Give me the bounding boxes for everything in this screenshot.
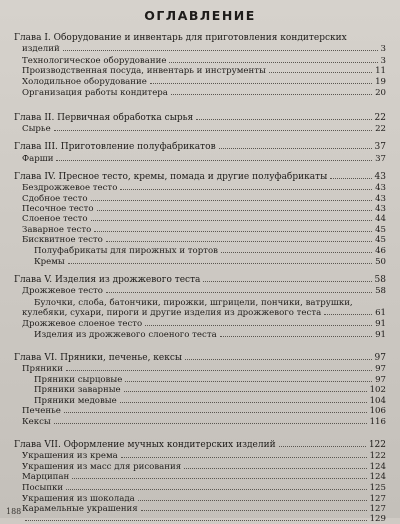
toc-entry <box>22 504 386 514</box>
entry-page-number: 22 <box>375 124 386 134</box>
toc-entry <box>22 514 386 524</box>
dot-leader <box>91 200 373 201</box>
entry-page-number: 102 <box>369 385 386 395</box>
entry-title: Технологическое оборудование <box>22 56 167 66</box>
dot-leader <box>145 325 372 326</box>
entry-title: Пряники <box>22 364 63 374</box>
entry-page-number: 37 <box>375 154 386 164</box>
entry-page-number: 116 <box>369 417 386 427</box>
toc-entry <box>22 183 386 193</box>
dot-leader <box>106 241 372 242</box>
dot-leader <box>125 381 372 382</box>
dot-leader <box>330 178 371 179</box>
toc-entry <box>22 483 386 493</box>
entry-title: Сдобное тесто <box>22 194 88 204</box>
dot-leader <box>25 520 367 521</box>
chapter-heading <box>14 172 386 182</box>
entry-title: Булочки, слоба, батончики, пирожки, шгрицели, пончики, ватрушки, <box>34 298 353 308</box>
entry-page-number: 97 <box>374 353 386 363</box>
dot-leader <box>124 391 367 392</box>
toc-entry <box>22 77 386 87</box>
dot-leader <box>63 50 378 51</box>
dot-leader <box>97 210 373 211</box>
entry-title: Глава I. Оборудование и инвентарь для приготовления кондитерских <box>14 33 347 43</box>
entry-page-number: 3 <box>380 56 386 66</box>
dot-leader <box>64 412 367 413</box>
toc-entry <box>22 124 386 134</box>
entry-title: Глава II. Первичная обработка сырья <box>14 113 194 123</box>
entry-page-number: 97 <box>375 364 386 374</box>
entry-page-number: 61 <box>375 308 386 318</box>
entry-page-number: 43 <box>375 183 386 193</box>
entry-page-number: 124 <box>369 472 386 482</box>
entry-title: Слоеное тесто <box>22 214 88 224</box>
dot-leader <box>72 478 366 479</box>
entry-title: Пряники сырцовые <box>34 375 123 385</box>
dot-leader <box>150 83 372 84</box>
toc-entry <box>22 494 386 504</box>
dot-leader <box>203 281 371 282</box>
entry-title: Дрожжевое тесто <box>22 286 103 296</box>
entry-page-number: 3 <box>380 44 386 54</box>
chapter-heading <box>14 33 386 43</box>
toc-entry <box>22 66 386 76</box>
entry-title: Пряники заварные <box>34 385 121 395</box>
chapter-heading <box>14 353 386 363</box>
entry-title: Дрожжевое слоеное тесто <box>22 319 143 329</box>
entry-page-number: 91 <box>375 330 386 340</box>
dot-leader <box>54 423 367 424</box>
toc-entry <box>22 214 386 224</box>
toc-entry <box>22 406 386 416</box>
dot-leader <box>91 220 372 221</box>
entry-title: Украшения из шоколада <box>22 494 135 504</box>
toc-entry <box>34 246 386 256</box>
entry-title: Песочное тесто <box>22 204 94 214</box>
toc-entry <box>34 396 386 406</box>
entry-title: Пряники медовые <box>34 396 117 406</box>
entry-title: Кремы <box>34 257 65 267</box>
dot-leader <box>171 94 372 95</box>
entry-page-number: 45 <box>375 225 386 235</box>
entry-title: Кексы <box>22 417 51 427</box>
toc-entry <box>22 56 386 66</box>
dot-leader <box>185 359 371 360</box>
entry-page-number: 20 <box>375 88 386 98</box>
dot-leader <box>66 370 372 371</box>
dot-leader <box>196 119 371 120</box>
toc-entry <box>22 286 386 296</box>
entry-page-number: 129 <box>369 514 386 524</box>
entry-page-number: 127 <box>369 504 386 514</box>
toc-entry <box>22 225 386 235</box>
entry-title: Глава IV. Пресное тесто, кремы, помада и другие полуфабрикаты <box>14 172 328 182</box>
dot-leader <box>120 189 372 190</box>
dot-leader <box>138 500 367 501</box>
toc-entry <box>34 385 386 395</box>
entry-title: Организация работы кондитера <box>22 88 168 98</box>
entry-page-number: 45 <box>375 235 386 245</box>
entry-page-number: 43 <box>375 194 386 204</box>
entry-title: Глава VI. Пряники, печенье, кексы <box>14 353 183 363</box>
dot-leader <box>169 62 377 63</box>
entry-title: Сырье <box>22 124 51 134</box>
entry-title: Посыпки <box>22 483 64 493</box>
entry-title: Печенье <box>22 406 61 416</box>
entry-title: Фарши <box>22 154 54 164</box>
toc-entry <box>22 451 386 461</box>
entry-page-number: 97 <box>375 375 386 385</box>
entry-title: Изделия из дрожжевого слоеного теста <box>34 330 217 340</box>
entry-title: Производственная посуда, инвентарь и инструменты <box>22 66 266 76</box>
entry-page-number: 127 <box>369 494 386 504</box>
toc-entry <box>34 330 386 340</box>
dot-leader <box>279 446 366 447</box>
entry-page-number: 58 <box>374 275 386 285</box>
dot-leader <box>121 457 367 458</box>
dot-leader <box>219 148 372 149</box>
entry-page-number: 43 <box>375 204 386 214</box>
entry-page-number: 11 <box>375 66 386 76</box>
toc-entry <box>22 235 386 245</box>
toc-entry <box>22 308 386 318</box>
toc-entry <box>22 462 386 472</box>
entry-page-number: 46 <box>375 246 386 256</box>
dot-leader <box>106 292 372 293</box>
entry-title: Карамельные украшения <box>22 504 138 514</box>
toc-entry <box>22 319 386 329</box>
entry-page-number: 37 <box>374 142 386 152</box>
entry-title: Глава VII. Оформление мучных кондитерских изделий <box>14 440 276 450</box>
entry-page-number: 44 <box>375 214 386 224</box>
entry-title: Украшения из масс для рисования <box>22 462 182 472</box>
toc-entry <box>34 375 386 385</box>
entry-title: Бездрожжевое тесто <box>22 183 118 193</box>
dot-leader <box>324 314 372 315</box>
entry-title: Заварное тесто <box>22 225 92 235</box>
entry-title: Бисквитное тесто <box>22 235 103 245</box>
dot-leader <box>220 336 372 337</box>
dot-leader <box>68 263 372 264</box>
entry-title: Полуфабрикаты для пирожных и тортов <box>34 246 218 256</box>
toc-entry <box>22 417 386 427</box>
toc-entry <box>34 298 386 308</box>
entry-page-number: 22 <box>374 113 386 123</box>
entry-page-number: 124 <box>369 462 386 472</box>
chapter-heading <box>14 142 386 152</box>
entry-title: Глава III. Приготовление полуфабрикатов <box>14 142 216 152</box>
entry-page-number: 104 <box>369 396 386 406</box>
dot-leader <box>94 231 372 232</box>
entry-page-number: 122 <box>369 451 386 461</box>
entry-page-number: 19 <box>375 77 386 87</box>
dot-leader <box>221 252 372 253</box>
dot-leader <box>56 160 372 161</box>
toc-entry <box>34 257 386 267</box>
entry-title: изделий <box>22 44 60 54</box>
dot-leader <box>120 402 367 403</box>
entry-title: Марципан <box>22 472 70 482</box>
toc-entry <box>22 154 386 164</box>
dot-leader <box>184 468 366 469</box>
toc-entry <box>22 88 386 98</box>
toc-entry <box>22 364 386 374</box>
entry-page-number: 122 <box>368 440 386 450</box>
dot-leader <box>141 510 367 511</box>
page-title: ОГЛАВЛЕНИЕ <box>144 8 256 23</box>
entry-page-number: 50 <box>375 257 386 267</box>
entry-title: кулебяки, сухари, пироги и другие изделия из дрожжевого теста <box>22 308 322 318</box>
entry-page-number: 91 <box>375 319 386 329</box>
entry-title: Украшения из крема <box>22 451 118 461</box>
entry-page-number: 43 <box>374 172 386 182</box>
page-number: 188 <box>6 507 22 516</box>
toc-entry <box>22 472 386 482</box>
dot-leader <box>269 72 372 73</box>
entry-title: Холодильное оборудование <box>22 77 147 87</box>
toc-entry <box>22 194 386 204</box>
chapter-heading <box>14 440 386 450</box>
entry-page-number: 106 <box>369 406 386 416</box>
dot-leader <box>66 489 366 490</box>
toc-entry <box>22 204 386 214</box>
entry-title: Глава V. Изделия из дрожжевого теста <box>14 275 201 285</box>
chapter-heading <box>14 113 386 123</box>
entry-page-number: 125 <box>369 483 386 493</box>
toc-entry <box>22 44 386 54</box>
dot-leader <box>54 130 372 131</box>
entry-page-number: 58 <box>375 286 386 296</box>
chapter-heading <box>14 275 386 285</box>
